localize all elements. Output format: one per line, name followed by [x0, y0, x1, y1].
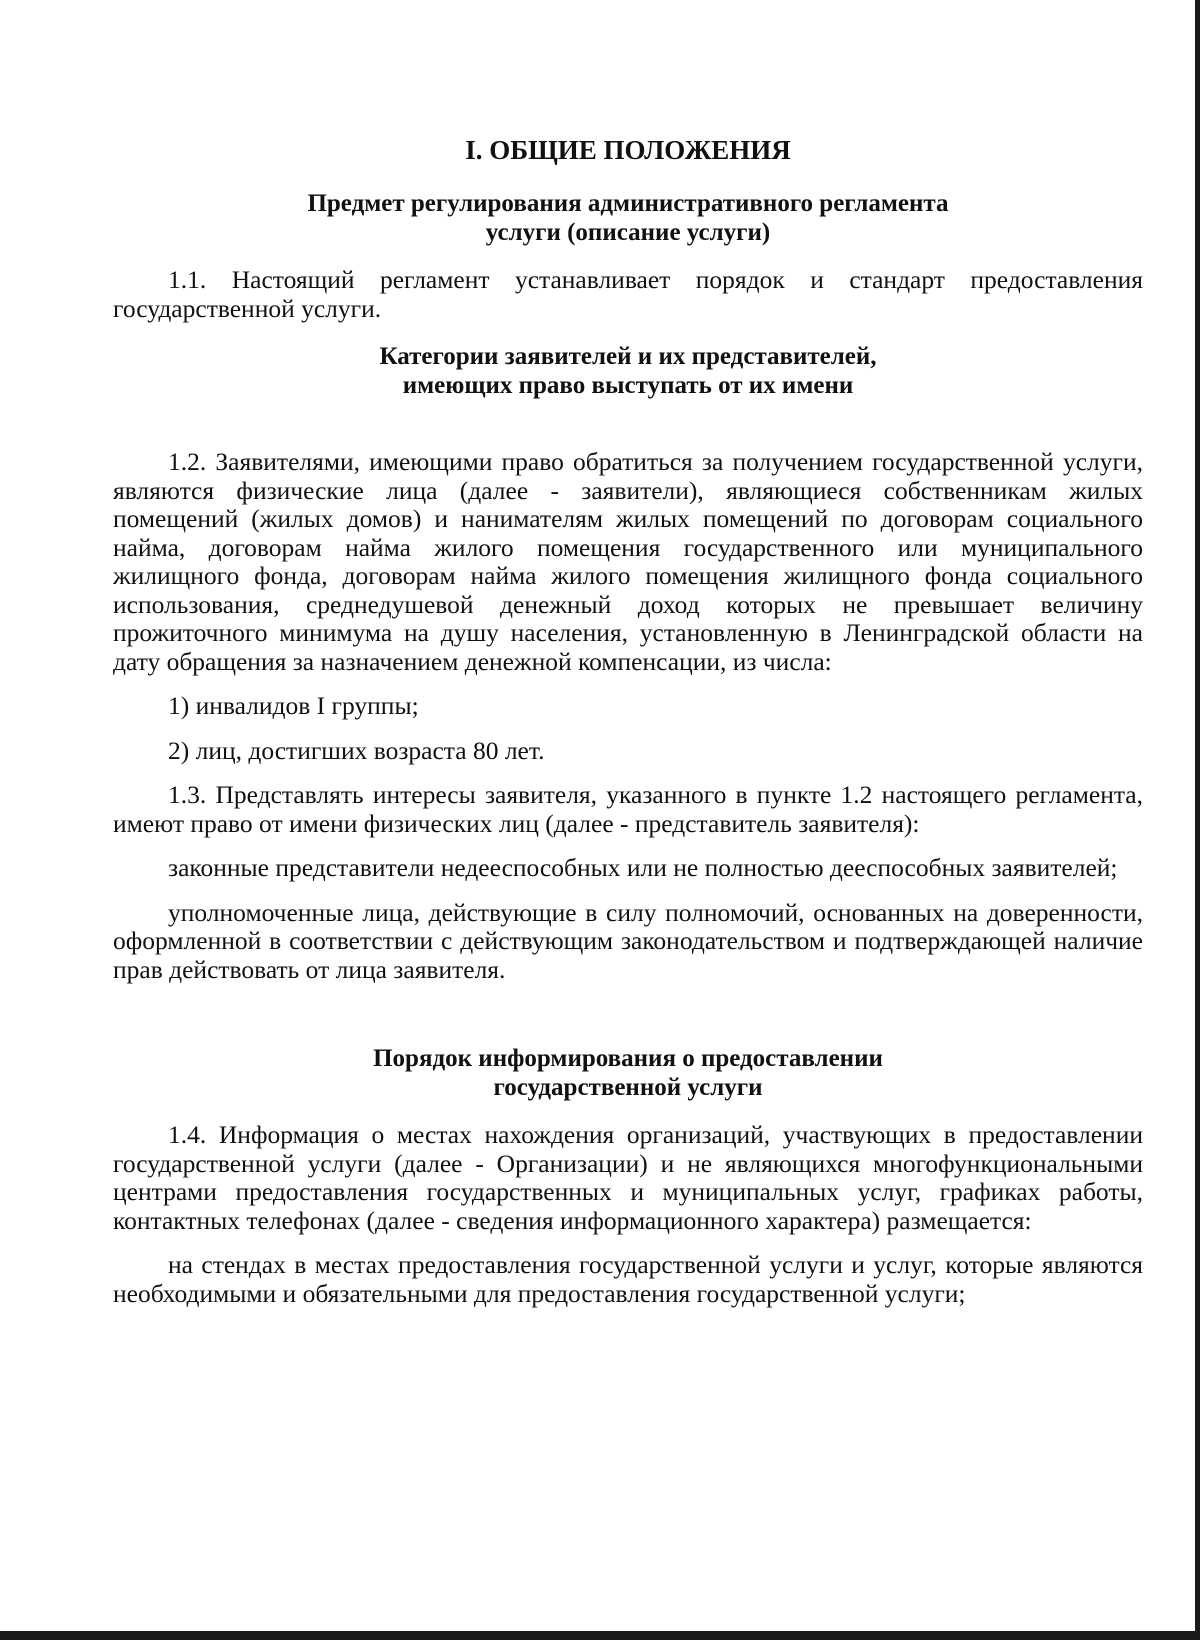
subject-heading-line1: Предмет регулирования административного регламента [307, 190, 949, 217]
applicants-heading-line2: имеющих право выступать от их имени [402, 372, 854, 399]
representative-legal: законные представители недееспособных или не полностью дееспособных заявителей; [168, 853, 1118, 882]
list-item-2: 2) лиц, достигших возраста 80 лет. [168, 735, 545, 765]
paragraph-1-3: 1.3. Представлять интересы заявителя, указанного в пункте 1.2 настоящего регламента, имеют право от имени физических лиц (далее - представитель заявителя): [113, 780, 1143, 838]
list-item-1: 1) инвалидов I группы; [168, 691, 419, 720]
informing-heading-line2: государственной услуги [493, 1074, 763, 1101]
subject-heading-line2: услуги (описание услуги) [485, 219, 771, 246]
section-title: I. ОБЩИЕ ПОЛОЖЕНИЯ [465, 135, 791, 165]
paragraph-stands: на стендах в местах предоставления государственной услуги и услуг, которые являются необходимыми и обязательными для предоставления государственной услуги; [113, 1250, 1143, 1308]
paragraph-1-4: 1.4. Информация о местах нахождения организаций, участвующих в предоставлении государственной услуги (далее - Организации) и не являющихся многофункциональными центрами предоставления государственных и муниципальных услуг, графиках работы, контактных телефонах (далее - сведения информационного характера) размещается: [113, 1120, 1143, 1235]
document-body [113, 133, 1143, 1308]
scan-edge-right [1195, 0, 1200, 1640]
informing-heading-line1: Порядок информирования о предоставлении [373, 1045, 883, 1072]
scan-edge-bottom [0, 1631, 1200, 1640]
representative-authorized: уполномоченные лица, действующие в силу полномочий, основанных на доверенности, оформленной в соответствии с действующим законодательством и подтверждающей наличие прав действовать от лица заявителя. [113, 897, 1143, 984]
paragraph-1-1: 1.1. Настоящий регламент устанавливает порядок и стандарт предоставления государственной услуги. [113, 265, 1143, 323]
applicants-heading-line1: Категории заявителей и их представителей, [379, 343, 877, 370]
paragraph-1-2: 1.2. Заявителями, имеющими право обратиться за получением государственной услуги, являются физические лица (далее - заявители), являющиеся собственникам жилых помещений (жилых домов) и нанимателям жилых помещений по договорам социального найма, договорам найма жилого помещения государственного или муниципального жилищного фонда, договорам найма жилого помещения жилищного фонда социального использования, среднедушевой денежный доход которых не превышает величину прожиточного минимума на душу населения, установленную в Ленинградской области на дату обращения за назначением денежной компенсации, из числа: [113, 447, 1143, 676]
